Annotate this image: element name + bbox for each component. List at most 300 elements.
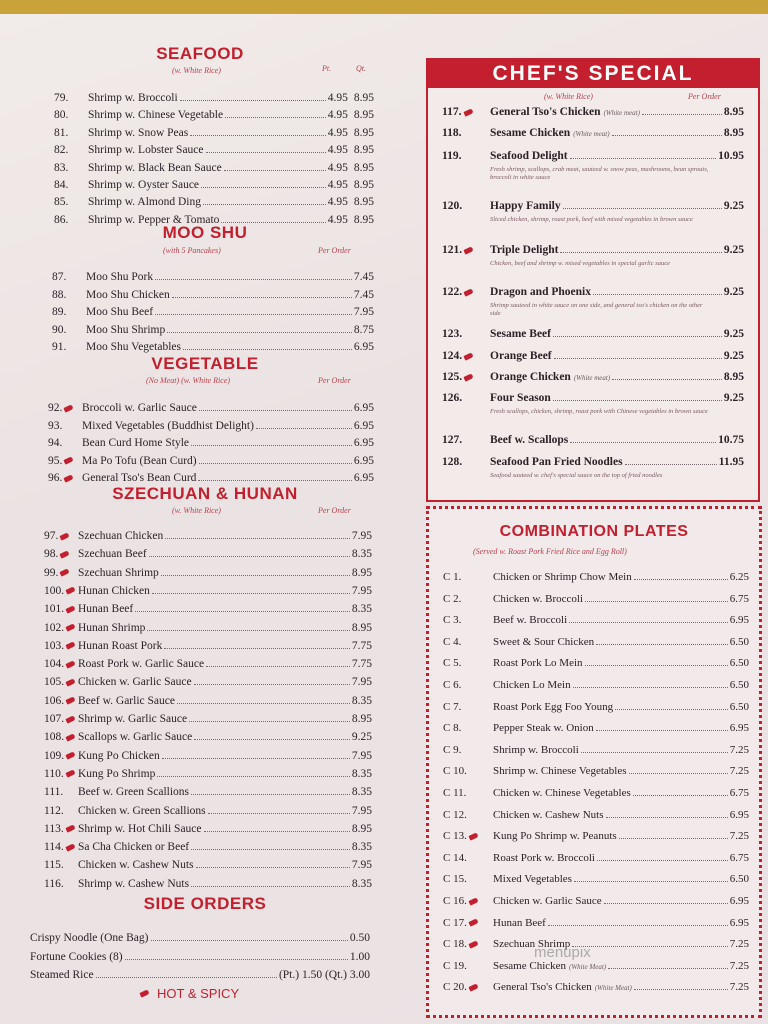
- chili-pepper-icon: [65, 715, 75, 723]
- item-price: 7.25: [729, 765, 749, 778]
- item-number: C 2.: [443, 592, 462, 605]
- item-name: Chicken w. Broccoli: [493, 592, 584, 605]
- menu-item: [52, 289, 374, 306]
- menu-item: [44, 658, 372, 675]
- item-number: C 16.: [443, 895, 493, 907]
- item-name: Shrimp w. Broccoli: [493, 743, 579, 756]
- leader-dots: [125, 959, 348, 960]
- menu-item: [44, 695, 372, 712]
- item-name: Sa Cha Chicken or Beef: [78, 841, 190, 854]
- item-price-pint: 4.95: [327, 196, 348, 209]
- item-price: 9.25: [723, 392, 744, 404]
- item-number: 96.: [48, 472, 82, 484]
- item-price: 8.95: [351, 822, 372, 835]
- item-name: Broccoli w. Garlic Sauce: [82, 402, 197, 414]
- leader-dots: [172, 297, 352, 298]
- item-price: 8.35: [351, 877, 372, 890]
- item-name: Scallops w. Garlic Sauce: [78, 731, 193, 744]
- item-price: 6.75: [729, 592, 749, 605]
- chili-pepper-icon: [65, 733, 75, 741]
- leader-dots: [570, 442, 716, 443]
- item-name: Hunan Roast Pork: [78, 639, 163, 652]
- item-name: Shrimp w. Cashew Nuts: [78, 877, 190, 890]
- item-number: C 3.: [443, 614, 462, 627]
- item-number: 100.: [44, 585, 78, 597]
- item-price: 8.95: [351, 713, 372, 725]
- leader-dots: [199, 410, 352, 411]
- item-name: Shrimp w. Chinese Vegetables: [493, 765, 627, 778]
- item-name: Roast Pork w. Broccoli: [493, 851, 595, 864]
- item-name: Shrimp w. Snow Peas: [88, 126, 189, 139]
- item-number: 112.: [44, 804, 64, 817]
- item-price: 8.95: [723, 371, 744, 383]
- item-price-quart: 8.95: [353, 179, 374, 191]
- item-number: C 17.: [443, 917, 493, 929]
- item-number: C 4.: [443, 635, 462, 648]
- item-number: 98.: [44, 548, 78, 560]
- item-price-quart: 8.95: [353, 109, 374, 122]
- menu-item: [44, 676, 372, 693]
- chef-item: [442, 286, 744, 303]
- item-number: 88.: [52, 288, 67, 301]
- leader-dots: [633, 795, 728, 796]
- leader-dots: [572, 946, 727, 947]
- item-price: 7.75: [351, 658, 372, 671]
- leader-dots: [596, 644, 728, 645]
- item-price: 7.25: [729, 959, 749, 972]
- item-number: 87.: [52, 271, 67, 283]
- item-price: 6.50: [729, 873, 749, 886]
- item-price: 8.95: [351, 621, 372, 634]
- leader-dots: [569, 622, 728, 623]
- combo-item: [443, 981, 749, 998]
- combo-item: [443, 744, 749, 761]
- leader-dots: [167, 332, 352, 333]
- leader-dots: [224, 170, 326, 171]
- menu-item: [44, 786, 372, 803]
- item-price: 9.25: [723, 244, 744, 256]
- item-name: Hunan Shrimp: [78, 621, 146, 634]
- item-description: Shrimp sauteed in white sauce on one side, and general tso's chicken on the other side: [490, 302, 703, 317]
- leader-dots: [177, 703, 350, 704]
- combo-item: [443, 852, 749, 869]
- combo-item: [443, 809, 749, 826]
- item-name: Orange Beef: [490, 350, 552, 362]
- item-name: Ma Po Tofu (Bean Curd): [82, 454, 197, 467]
- item-price: 8.35: [351, 548, 372, 561]
- leader-dots: [191, 794, 350, 795]
- leader-dots: [155, 314, 352, 315]
- menu-item: [44, 567, 372, 584]
- item-tag: (White meat): [573, 130, 610, 138]
- item-price: 7.25: [729, 981, 749, 994]
- item-number: C 9.: [443, 743, 462, 756]
- side-item: [30, 951, 370, 968]
- item-price-pint: 4.95: [327, 161, 348, 174]
- item-number: 121.: [442, 244, 490, 256]
- chili-pepper-icon: [468, 940, 478, 948]
- menu-item: [54, 92, 374, 109]
- item-price-pint: 4.95: [327, 92, 348, 104]
- item-price: 6.75: [729, 851, 749, 864]
- mooshu-note: (with 5 Pancakes): [163, 246, 221, 255]
- item-number: 109.: [44, 750, 78, 762]
- item-number: 90.: [52, 323, 67, 336]
- item-number: C 18.: [443, 938, 493, 950]
- menu-item: [54, 162, 374, 179]
- menu-page: [0, 14, 768, 1024]
- szechuan-note: (w. White Rice): [172, 506, 221, 515]
- item-name: Triple Delight: [490, 244, 559, 256]
- side-item: [30, 969, 370, 986]
- item-price: 1.00: [349, 950, 370, 963]
- item-number: 116.: [44, 877, 64, 890]
- chefs-special-heading: CHEF'S SPECIAL: [428, 60, 758, 88]
- item-price: 8.35: [351, 603, 372, 616]
- item-price-quart: 8.95: [353, 161, 374, 174]
- chili-pepper-icon: [468, 983, 478, 991]
- item-number: 111.: [44, 786, 64, 799]
- item-name: Shrimp w. Chinese Vegetable: [88, 109, 224, 122]
- item-price: 6.95: [729, 722, 749, 735]
- item-price-quart: 8.95: [353, 126, 374, 139]
- combo-item: [443, 593, 749, 610]
- chef-note: (w. White Rice): [544, 92, 593, 101]
- item-name: Shrimp w. Hot Chili Sauce: [78, 822, 202, 835]
- item-price-pint: 4.95: [327, 213, 348, 226]
- menu-item: [44, 731, 372, 748]
- item-number: C 1.: [443, 571, 462, 583]
- chili-pepper-icon: [65, 623, 75, 631]
- combo-item: [443, 895, 749, 912]
- item-price: 8.95: [351, 566, 372, 579]
- leader-dots: [152, 593, 350, 594]
- item-price: 6.95: [353, 402, 374, 414]
- hot-spicy-legend: [138, 986, 239, 1001]
- mooshu-heading: MOO SHU: [162, 223, 248, 242]
- item-price: 9.25: [723, 350, 744, 362]
- item-number: 93.: [48, 419, 63, 432]
- item-name: Orange Chicken: [490, 371, 571, 383]
- item-name: Shrimp w. Pepper & Tomato: [88, 213, 220, 226]
- item-name: Shrimp w. Garlic Sauce: [78, 713, 188, 725]
- leader-dots: [560, 252, 721, 253]
- item-price: 7.95: [351, 859, 372, 872]
- leader-dots: [619, 838, 728, 839]
- leader-dots: [206, 666, 350, 667]
- item-name: Chicken Lo Mein: [493, 679, 571, 691]
- item-name: Hunan Beef: [78, 603, 134, 616]
- item-price: 8.35: [351, 694, 372, 707]
- leader-dots: [642, 114, 722, 115]
- item-description: Sliced chicken, shrimp, roast pork, beef with mixed vegetables in brown sauce: [490, 216, 693, 223]
- item-price: 8.35: [351, 841, 372, 854]
- chef-item: [442, 350, 744, 367]
- chili-pepper-icon: [65, 678, 75, 686]
- item-price: 6.75: [729, 787, 749, 799]
- menu-item: [48, 455, 374, 472]
- item-description: Fresh shrimp, scallops, crab meat, sauteed w. snow peas, mushrooms, bean sprouts, broccoli in white sauce: [490, 166, 709, 181]
- item-price-pint: 4.95: [327, 109, 348, 122]
- item-price: 7.95: [353, 306, 374, 319]
- leader-dots: [608, 968, 728, 969]
- leader-dots: [165, 538, 350, 539]
- chefs-special-box: [426, 58, 760, 502]
- item-number: C 11.: [443, 787, 467, 799]
- item-name: Chicken w. Garlic Sauce: [493, 895, 602, 907]
- item-number: 101.: [44, 603, 78, 615]
- item-name: Happy Family: [490, 200, 561, 212]
- chef-item: [442, 328, 744, 345]
- item-name: Moo Shu Shrimp: [86, 323, 166, 336]
- item-number: C 14.: [443, 851, 467, 864]
- item-price: 9.25: [723, 328, 744, 340]
- item-price: 9.25: [351, 731, 372, 744]
- item-name: Fortune Cookies (8): [30, 950, 123, 963]
- leader-dots: [554, 358, 722, 359]
- leader-dots: [191, 445, 352, 446]
- chili-pepper-icon: [468, 897, 478, 905]
- item-price: 6.50: [729, 657, 749, 670]
- combo-item: [443, 787, 749, 804]
- item-number: 119.: [442, 150, 462, 162]
- item-number: 82.: [54, 144, 69, 157]
- leader-dots: [194, 684, 350, 685]
- item-number: 99.: [44, 567, 78, 579]
- menu-item: [44, 622, 372, 639]
- item-name: Kung Po Shrimp w. Peanuts: [493, 830, 617, 843]
- item-name: Szechuan Beef: [78, 548, 147, 561]
- item-number: C 6.: [443, 679, 462, 691]
- item-name: General Tso's Chicken: [490, 106, 601, 118]
- item-number: 114.: [44, 841, 78, 853]
- item-description: Seafood sauteed w. chef's special sauce on the top of fried noodles: [490, 472, 663, 479]
- leader-dots: [164, 648, 350, 649]
- item-number: C 20.: [443, 981, 493, 993]
- item-price: 7.95: [351, 584, 372, 597]
- leader-dots: [606, 817, 728, 818]
- item-price: 6.95: [353, 341, 374, 354]
- item-price-pint: 4.95: [327, 126, 348, 139]
- item-name: Mixed Vegetables: [493, 873, 572, 886]
- side-heading: SIDE ORDERS: [143, 894, 267, 913]
- leader-dots: [203, 204, 326, 205]
- item-number: 103.: [44, 640, 78, 652]
- item-description: Fresh scallops, chicken, shrimp, roast pork with Chinese vegetables in brown sauce: [490, 408, 708, 415]
- item-number: 107.: [44, 713, 78, 725]
- item-number: 86.: [54, 213, 69, 226]
- chili-pepper-icon: [463, 108, 473, 116]
- leader-dots: [162, 758, 350, 759]
- item-name: Hunan Chicken: [78, 584, 150, 597]
- item-price: 8.35: [351, 767, 372, 780]
- item-name: Bean Curd Home Style: [82, 437, 189, 450]
- menu-item: [48, 402, 374, 419]
- hot-spicy-label: HOT & SPICY: [157, 986, 240, 1001]
- item-number: C 15.: [443, 873, 467, 886]
- chili-pepper-icon: [65, 770, 75, 778]
- leader-dots: [596, 730, 728, 731]
- chili-pepper-icon: [65, 660, 75, 668]
- item-price: 6.50: [729, 700, 749, 713]
- item-price: 8.95: [723, 106, 744, 118]
- item-number: 125.: [442, 371, 490, 383]
- item-price: 7.95: [351, 530, 372, 542]
- item-price: 6.95: [729, 895, 749, 907]
- item-price: 6.95: [353, 454, 374, 467]
- chef-item: [442, 127, 744, 144]
- combo-item: [443, 701, 749, 718]
- chef-item: [442, 200, 744, 217]
- item-number: 122.: [442, 286, 490, 298]
- combo-item: [443, 571, 749, 588]
- item-number: C 10.: [443, 765, 467, 778]
- chili-pepper-icon: [65, 697, 75, 705]
- item-description: Chicken, beef and shrimp w. mixed vegetables in special garlic sauce: [490, 260, 671, 267]
- menu-item: [44, 548, 372, 565]
- menu-item: [52, 271, 374, 288]
- item-name: Sesame Chicken: [493, 959, 567, 972]
- item-price: 7.25: [729, 830, 749, 843]
- item-number: 113.: [44, 823, 78, 835]
- leader-dots: [189, 721, 350, 722]
- combo-item: [443, 722, 749, 739]
- menu-item: [54, 144, 374, 161]
- item-name: Seafood Pan Fried Noodles: [490, 456, 623, 468]
- item-tag: (White meat): [573, 374, 611, 382]
- item-name: General Tso's Bean Curd: [82, 472, 197, 485]
- chef-item: [442, 150, 744, 167]
- leader-dots: [149, 556, 350, 557]
- menu-item: [44, 823, 372, 840]
- leader-dots: [553, 336, 722, 337]
- leader-dots: [548, 925, 728, 926]
- leader-dots: [199, 463, 352, 464]
- item-number: 81.: [54, 126, 69, 139]
- leader-dots: [96, 977, 277, 978]
- item-price: 8.35: [351, 786, 372, 799]
- item-number: 110.: [44, 768, 78, 780]
- item-price-quart: 8.95: [353, 92, 374, 104]
- leader-dots: [563, 208, 722, 209]
- leader-dots: [585, 665, 728, 666]
- leader-dots: [225, 117, 326, 118]
- item-price: 9.25: [723, 286, 744, 298]
- item-price: 0.50: [349, 932, 370, 944]
- chili-pepper-icon: [463, 352, 473, 360]
- item-price: 8.95: [723, 127, 744, 139]
- chili-pepper-icon: [60, 532, 70, 540]
- menu-item: [44, 878, 372, 895]
- chef-item: [442, 244, 744, 261]
- chili-pepper-icon: [60, 550, 70, 558]
- leader-dots: [147, 630, 349, 631]
- item-number: 85.: [54, 196, 69, 209]
- chili-pepper-icon: [65, 751, 75, 759]
- menu-item: [52, 306, 374, 323]
- combo-item: [443, 765, 749, 782]
- vegetable-col: Per Order: [318, 376, 351, 385]
- item-name: Szechuan Shrimp: [493, 938, 571, 951]
- leader-dots: [625, 464, 717, 465]
- leader-dots: [201, 187, 326, 188]
- item-name: Shrimp w. Black Bean Sauce: [88, 161, 222, 174]
- menu-item: [44, 530, 372, 547]
- chef-item: [442, 371, 744, 388]
- leader-dots: [581, 752, 728, 753]
- chili-pepper-icon: [60, 568, 70, 576]
- item-name: Szechuan Chicken: [78, 530, 164, 542]
- item-price: 10.95: [718, 150, 744, 162]
- leader-dots: [612, 379, 722, 380]
- item-price: 6.95: [729, 808, 749, 821]
- seafood-note: (w. White Rice): [172, 66, 221, 75]
- combo-item: [443, 830, 749, 847]
- chili-pepper-icon: [64, 404, 74, 412]
- combo-item: [443, 917, 749, 934]
- menu-item: [48, 437, 374, 454]
- item-name: Dragon and Phoenix: [490, 286, 591, 298]
- item-name: Seafood Delight: [490, 150, 568, 162]
- chef-item: [442, 392, 744, 409]
- item-number: 94.: [48, 437, 63, 450]
- combo-item: [443, 614, 749, 631]
- combo-note: (Served w. Roast Pork Fried Rice and Egg Roll): [473, 547, 627, 556]
- item-number: C 12.: [443, 808, 467, 821]
- menu-item: [44, 585, 372, 602]
- item-number: C 5.: [443, 657, 462, 670]
- szechuan-col: Per Order: [318, 506, 351, 515]
- item-number: 80.: [54, 109, 69, 122]
- menu-item: [48, 420, 374, 437]
- chef-item: [442, 106, 744, 123]
- item-price: 6.50: [729, 679, 749, 691]
- item-price: 7.95: [351, 749, 372, 762]
- leader-dots: [183, 349, 352, 350]
- item-name: Hunan Beef: [493, 916, 546, 929]
- item-price: 7.25: [729, 938, 749, 951]
- menu-item: [54, 179, 374, 196]
- item-number: 126.: [442, 392, 463, 404]
- item-price: 7.95: [351, 804, 372, 817]
- chili-pepper-icon: [65, 605, 75, 613]
- item-number: 102.: [44, 622, 78, 634]
- item-number: C 8.: [443, 722, 462, 735]
- combo-item: [443, 938, 749, 955]
- item-price: 6.25: [729, 571, 749, 583]
- chili-pepper-icon: [463, 373, 473, 381]
- leader-dots: [208, 813, 350, 814]
- item-number: 128.: [442, 456, 463, 468]
- combo-item: [443, 679, 749, 696]
- combo-item: [443, 960, 749, 977]
- item-number: 83.: [54, 161, 69, 174]
- item-name: Four Season: [490, 392, 551, 404]
- item-price: 9.25: [723, 200, 744, 212]
- item-price: 6.95: [729, 614, 749, 627]
- item-price-quart: 8.95: [353, 213, 374, 226]
- menu-item: [44, 768, 372, 785]
- item-name: Kung Po Chicken: [78, 749, 160, 762]
- item-name: Shrimp w. Lobster Sauce: [88, 144, 204, 157]
- item-number: C 7.: [443, 700, 462, 713]
- leader-dots: [190, 135, 326, 136]
- item-number: 123.: [442, 328, 463, 340]
- item-number: 97.: [44, 530, 78, 542]
- menu-item: [52, 324, 374, 341]
- item-number: 89.: [52, 306, 67, 319]
- item-number: 118.: [442, 127, 462, 139]
